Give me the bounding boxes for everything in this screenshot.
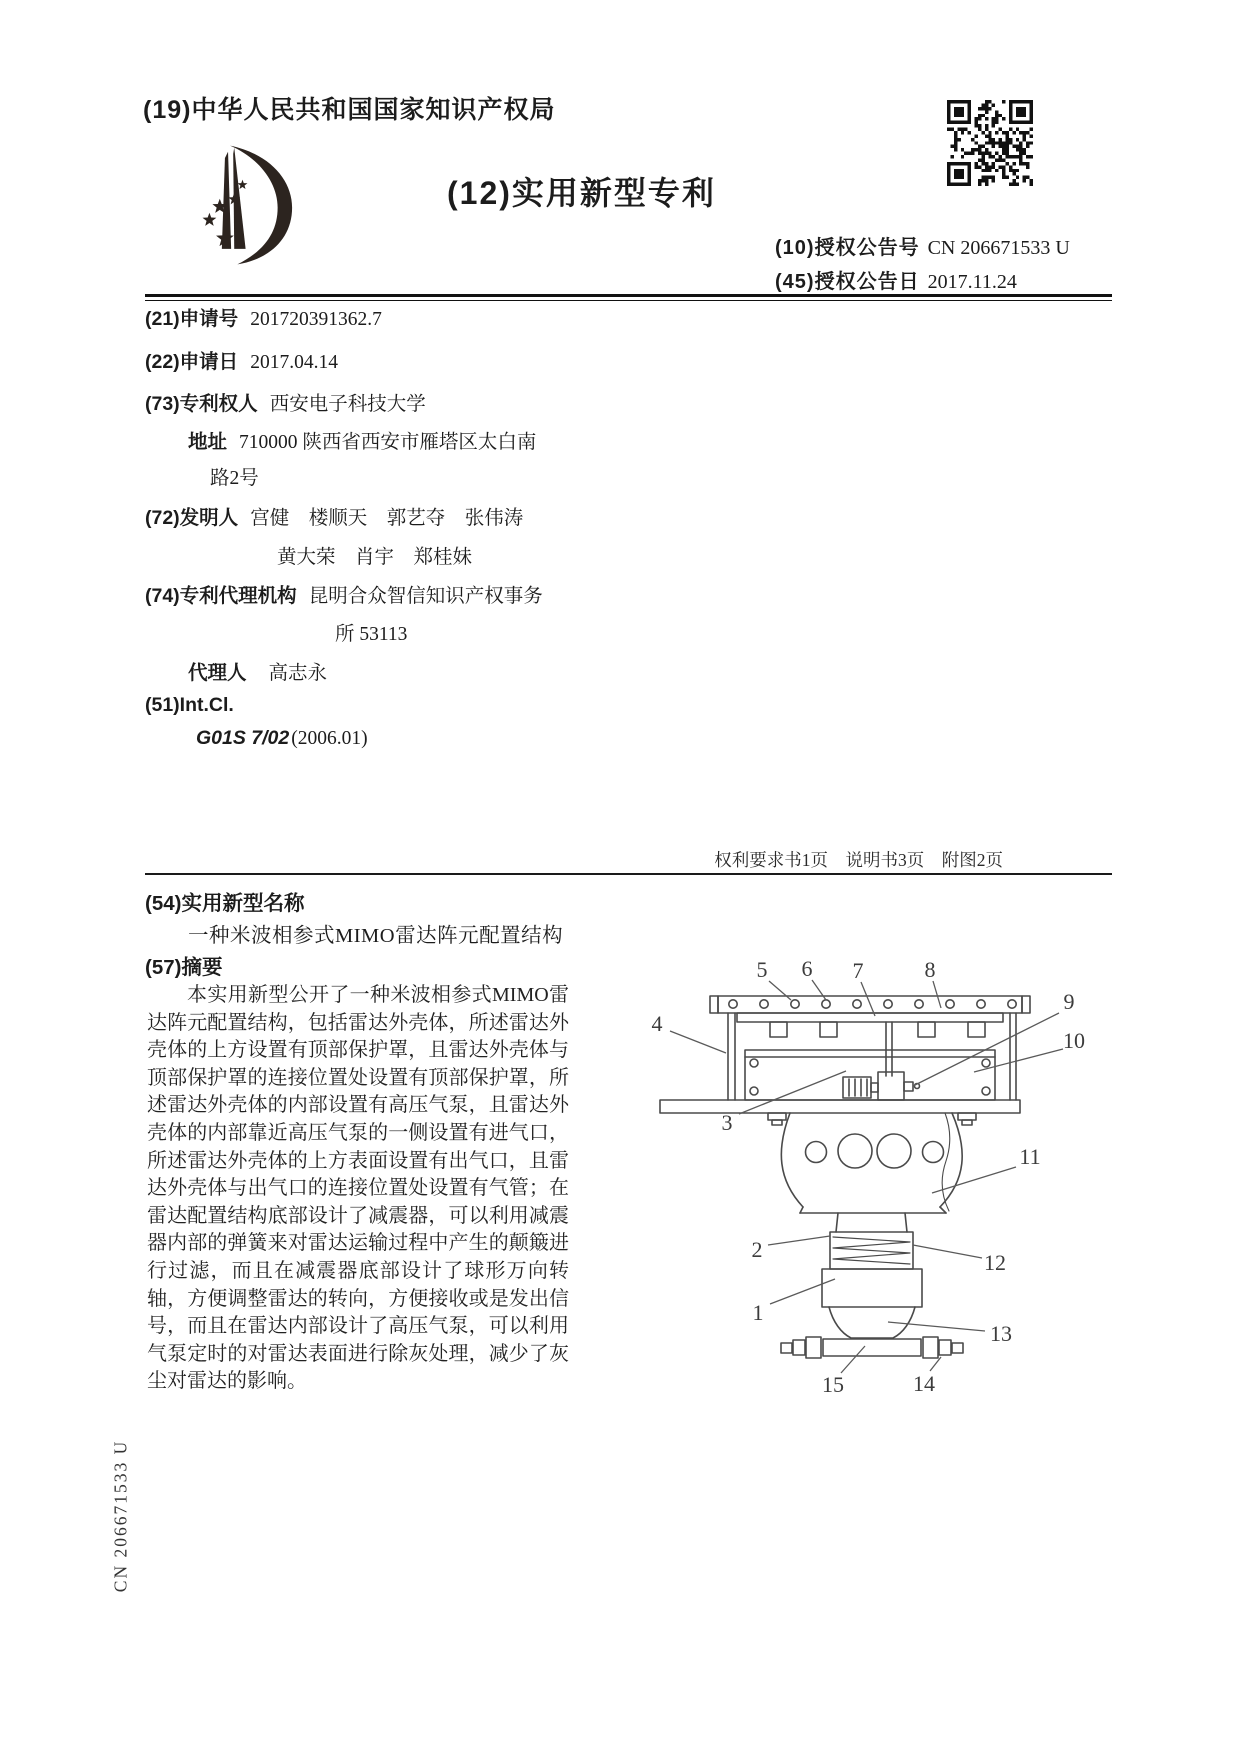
- agent-row: [188, 660, 327, 687]
- abstract-text: 本实用新型公开了一种米波相参式MIMO雷达阵元配置结构，包括雷达外壳体，所述雷达外壳体的上方设置有顶部保护罩，且雷达外壳体与顶部保护罩的连接位置处设置有顶部保护罩，所述雷达外壳体的内部设置有高压气泵，且雷达外壳体的内部靠近高压气泵的一侧设置有进气口，所述雷达外壳体的上方表面设置有出气口，且雷达外壳体与出气口的连接位置处设置有气管；在雷达配置结构底部设计了减震器，可以利用减震器内部的弹簧来对雷达运输过程中产生的颠簸进行过滤，而且在减震器底部设计了球形万向转轴，方便调整雷达的转向，方便接收或是发出信号，而且在雷达内部设计了高压气泵，可以利用气泵定时的对雷达表面进行除灰处理，减少了灰尘对雷达的影响。: [147, 984, 569, 1393]
- figure-label: 1: [752, 1300, 764, 1325]
- figure-label: 5: [756, 957, 768, 982]
- figure-label: 11: [1019, 1144, 1041, 1169]
- figure-label: 15: [822, 1372, 844, 1397]
- cnipa-logo-icon: [165, 143, 320, 268]
- figure-label: 14: [913, 1371, 935, 1396]
- filing-date-value: 2017.04.14: [250, 352, 338, 373]
- pages-info: 权利要求书1页 说明书3页 附图2页: [714, 850, 1003, 870]
- inventors-line1: 宫健 楼顺天 郭艺夺 张伟涛: [250, 508, 524, 529]
- figure-line-art: [660, 996, 1030, 1358]
- figure-label: 3: [721, 1110, 733, 1135]
- figure-label: 13: [990, 1321, 1012, 1346]
- patent-figure: [640, 950, 1085, 1405]
- inventors-row: [145, 505, 523, 532]
- abstract-section-label: (57)摘要: [145, 956, 223, 979]
- agency-label: (74)专利代理机构: [145, 585, 297, 607]
- pub-number-row: [775, 231, 1070, 260]
- figure-label: 2: [751, 1237, 763, 1262]
- patentee-row: [145, 391, 426, 418]
- address-line1: 710000 陕西省西安市雁塔区太白南: [239, 432, 537, 453]
- agency-row: [145, 583, 543, 610]
- app-no-value: 201720391362.7: [250, 309, 382, 330]
- filing-date-row: [145, 349, 338, 376]
- patentee-value: 西安电子科技大学: [269, 394, 426, 415]
- figure-label: 7: [852, 958, 864, 983]
- header-divider: [145, 294, 1112, 301]
- app-no-label: (21)申请号: [145, 308, 239, 330]
- agent-label: 代理人: [188, 662, 247, 684]
- filing-date-label: (22)申请日: [145, 351, 239, 373]
- inventors-label: (72)发明人: [145, 507, 239, 529]
- figure-label: 4: [651, 1011, 663, 1036]
- int-cl-label: (51)Int.Cl.: [145, 694, 234, 716]
- inventors-line2: 黄大荣 肖宇 郑桂妹: [277, 547, 473, 568]
- pub-no-label: (10)授权公告号: [775, 237, 920, 259]
- address-line2: 路2号: [210, 468, 259, 489]
- figure-label: 9: [1063, 989, 1075, 1014]
- invention-title: 一种米波相参式MIMO雷达阵元配置结构: [188, 925, 564, 947]
- patentee-label: (73)专利权人: [145, 393, 258, 415]
- figure-label: 6: [801, 956, 813, 981]
- figure-label: 12: [984, 1250, 1006, 1275]
- int-cl-version: (2006.01): [291, 728, 368, 749]
- doc-type-title: (12)实用新型专利: [447, 175, 716, 211]
- agent-value: 高志永: [268, 663, 328, 684]
- qr-code-icon: [947, 100, 1033, 186]
- pub-date-row: [775, 265, 1017, 294]
- agency-line1: 昆明合众智信知识产权事务: [308, 586, 543, 607]
- application-number-row: [145, 306, 382, 333]
- int-cl-code: G01S 7/02: [196, 727, 290, 749]
- figure-label: 10: [1063, 1028, 1085, 1053]
- side-publication-number: CN 206671533 U: [110, 1439, 131, 1593]
- title-section-label: (54)实用新型名称: [145, 892, 305, 915]
- agency-line2: 所 53113: [335, 624, 408, 645]
- office-title: (19)中华人民共和国国家知识产权局: [143, 96, 556, 124]
- int-cl-row: [196, 725, 368, 752]
- pub-no-value: CN 206671533 U: [927, 237, 1070, 259]
- pub-date-value: 2017.11.24: [927, 271, 1017, 293]
- body-divider: [145, 873, 1112, 875]
- pub-date-label: (45)授权公告日: [775, 271, 920, 293]
- address-label: 地址: [188, 431, 228, 453]
- figure-leader-lines: [670, 980, 1063, 1373]
- figure-label: 8: [924, 957, 936, 982]
- address-row: [188, 429, 536, 456]
